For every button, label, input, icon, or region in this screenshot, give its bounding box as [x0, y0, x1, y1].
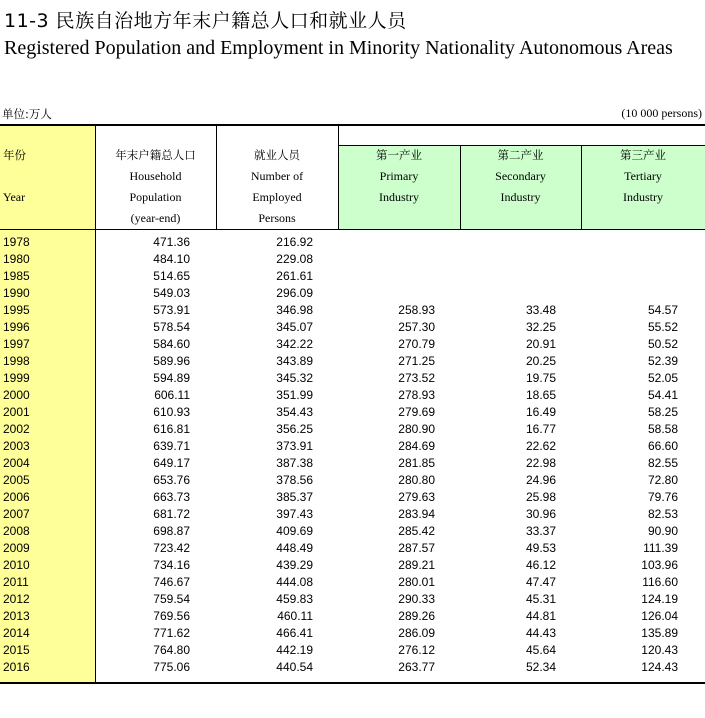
header-secondary-cell — [460, 145, 581, 230]
header-bottom-rule — [0, 229, 705, 230]
cell-emp: 216.92 — [276, 235, 313, 249]
cell-sec: 16.49 — [525, 405, 556, 419]
header-year-cell — [0, 124, 95, 230]
cell-year: 1980 — [3, 252, 30, 266]
header-divider-4 — [460, 145, 461, 230]
header-year-cn: 年份 — [3, 148, 26, 162]
cell-emp: 229.08 — [276, 252, 313, 266]
cell-year: 1998 — [3, 354, 30, 368]
table-row — [0, 523, 705, 540]
cell-sec: 22.62 — [525, 439, 556, 453]
header-tertiary-en-2: Industry — [623, 190, 663, 204]
cell-pop: 723.42 — [153, 541, 190, 555]
table-row — [0, 540, 705, 557]
cell-pop: 589.96 — [153, 354, 190, 368]
cell-emp: 397.43 — [276, 507, 313, 521]
cell-sec: 20.91 — [525, 337, 556, 351]
cell-ter: 72.80 — [647, 473, 678, 487]
cell-emp: 448.49 — [276, 541, 313, 555]
cell-pri: 280.01 — [398, 575, 435, 589]
cell-year: 1997 — [3, 337, 30, 351]
cell-year: 2001 — [3, 405, 30, 419]
cell-ter: 54.41 — [647, 388, 678, 402]
cell-emp: 444.08 — [276, 575, 313, 589]
cell-emp: 385.37 — [276, 490, 313, 504]
cell-emp: 346.98 — [276, 303, 313, 317]
cell-year: 2007 — [3, 507, 30, 521]
cell-year: 2002 — [3, 422, 30, 436]
cell-emp: 373.91 — [276, 439, 313, 453]
table-row — [0, 251, 705, 268]
header-tertiary-en-1: Tertiary — [624, 169, 662, 183]
header-population-en-3: (year-end) — [130, 211, 181, 225]
cell-ter: 82.55 — [647, 456, 678, 470]
table-row — [0, 370, 705, 387]
table-row — [0, 489, 705, 506]
header-population-cn: 年末户籍总人口 — [115, 148, 196, 162]
cell-year: 1999 — [3, 371, 30, 385]
cell-ter: 52.05 — [647, 371, 678, 385]
cell-ter: 124.19 — [641, 592, 678, 606]
page-title-en: Registered Population and Employment in Minority Nationality Autonomous Areas — [4, 37, 673, 59]
cell-sec: 45.31 — [525, 592, 556, 606]
cell-emp: 460.11 — [277, 609, 313, 623]
cell-year: 2009 — [3, 541, 30, 555]
table-row — [0, 387, 705, 404]
cell-ter: 116.60 — [642, 575, 678, 589]
unit-label-en: (10 000 persons) — [621, 106, 702, 120]
cell-pop: 698.87 — [153, 524, 190, 538]
cell-pop: 663.73 — [153, 490, 190, 504]
cell-pop: 653.76 — [153, 473, 190, 487]
cell-emp: 354.43 — [276, 405, 313, 419]
table-row — [0, 642, 705, 659]
cell-sec: 16.77 — [525, 422, 556, 436]
header-population-en-1: Household — [129, 169, 182, 183]
cell-sec: 18.65 — [525, 388, 556, 402]
top-rule — [0, 124, 705, 126]
table-row — [0, 625, 705, 642]
cell-ter: 55.52 — [647, 320, 678, 334]
header-employed-cn: 就业人员 — [254, 148, 300, 162]
table-row — [0, 285, 705, 302]
cell-ter: 124.43 — [641, 660, 678, 674]
cell-pri: 279.63 — [398, 490, 435, 504]
cell-year: 2012 — [3, 592, 30, 606]
table-row — [0, 336, 705, 353]
header-employed-en-3: Persons — [258, 211, 296, 225]
header-primary-en-1: Primary — [379, 169, 419, 183]
cell-emp: 442.19 — [276, 643, 313, 657]
cell-pop: 606.11 — [154, 388, 190, 402]
cell-ter: 126.04 — [641, 609, 678, 623]
cell-emp: 378.56 — [276, 473, 313, 487]
cell-emp: 409.69 — [276, 524, 313, 538]
cell-emp: 356.25 — [276, 422, 313, 436]
cell-pri: 258.93 — [398, 303, 435, 317]
cell-sec: 44.43 — [525, 626, 556, 640]
cell-pop: 771.62 — [153, 626, 190, 640]
cell-pri: 279.69 — [398, 405, 435, 419]
cell-sec: 33.37 — [525, 524, 556, 538]
cell-pri: 270.79 — [398, 337, 435, 351]
table-row — [0, 302, 705, 319]
table-row — [0, 574, 705, 591]
cell-pri: 280.90 — [398, 422, 435, 436]
cell-pop: 471.36 — [153, 235, 190, 249]
cell-sec: 33.48 — [525, 303, 556, 317]
table-row — [0, 557, 705, 574]
cell-year: 1995 — [3, 303, 30, 317]
cell-year: 2008 — [3, 524, 30, 538]
cell-pop: 594.89 — [153, 371, 190, 385]
table-row — [0, 353, 705, 370]
cell-pri: 257.30 — [398, 320, 435, 334]
cell-pop: 484.10 — [153, 252, 190, 266]
cell-pop: 639.71 — [153, 439, 190, 453]
cell-ter: 79.76 — [647, 490, 678, 504]
cell-pop: 734.16 — [153, 558, 190, 572]
cell-ter: 66.60 — [647, 439, 678, 453]
cell-sec: 25.98 — [525, 490, 556, 504]
cell-sec: 20.25 — [525, 354, 556, 368]
header-secondary-en-1: Secondary — [495, 169, 546, 183]
cell-year: 2011 — [3, 575, 29, 589]
cell-ter: 52.39 — [647, 354, 678, 368]
cell-pop: 573.91 — [153, 303, 190, 317]
table-row — [0, 319, 705, 336]
cell-sec: 45.64 — [525, 643, 556, 657]
cell-emp: 459.83 — [276, 592, 313, 606]
table-row — [0, 268, 705, 285]
cell-ter: 111.39 — [643, 541, 678, 555]
cell-sec: 30.96 — [525, 507, 556, 521]
table-row — [0, 234, 705, 251]
table-header — [0, 124, 705, 230]
cell-emp: 440.54 — [276, 660, 313, 674]
cell-sec: 44.81 — [525, 609, 556, 623]
table-row — [0, 438, 705, 455]
cell-emp: 345.07 — [276, 320, 313, 334]
cell-emp: 343.89 — [276, 354, 313, 368]
header-employed-en-1: Number of — [250, 169, 304, 183]
cell-pop: 578.54 — [153, 320, 190, 334]
cell-pop: 549.03 — [153, 286, 190, 300]
table-row — [0, 506, 705, 523]
cell-year: 2005 — [3, 473, 30, 487]
table-row — [0, 659, 705, 676]
cell-year: 2016 — [3, 660, 30, 674]
cell-sec: 19.75 — [525, 371, 556, 385]
cell-pri: 278.93 — [398, 388, 435, 402]
cell-sec: 46.12 — [525, 558, 556, 572]
header-secondary-cn: 第二产业 — [497, 148, 544, 162]
cell-sec: 47.47 — [525, 575, 556, 589]
cell-pop: 775.06 — [153, 660, 190, 674]
header-employed-en-2: Employed — [252, 190, 302, 204]
cell-pri: 289.21 — [398, 558, 435, 572]
table-row — [0, 591, 705, 608]
header-divider-1 — [95, 124, 96, 230]
header-secondary-en-2: Industry — [500, 190, 541, 204]
table-row — [0, 608, 705, 625]
bottom-rule — [0, 682, 705, 684]
cell-pri: 285.42 — [398, 524, 435, 538]
cell-pri: 287.57 — [398, 541, 435, 555]
cell-ter: 90.90 — [647, 524, 678, 538]
cell-pri: 273.52 — [398, 371, 435, 385]
cell-ter: 120.43 — [641, 643, 678, 657]
header-primary-en-2: Industry — [379, 190, 419, 204]
header-primary-cell — [338, 145, 460, 230]
cell-pop: 616.81 — [153, 422, 190, 436]
unit-label-cn: 单位:万人 — [2, 107, 52, 121]
cell-emp: 466.41 — [276, 626, 313, 640]
cell-ter: 135.89 — [641, 626, 678, 640]
cell-sec: 32.25 — [525, 320, 556, 334]
cell-ter: 54.57 — [647, 303, 678, 317]
cell-ter: 58.25 — [647, 405, 678, 419]
cell-emp: 296.09 — [276, 286, 313, 300]
cell-pri: 284.69 — [398, 439, 435, 453]
header-year-en: Year — [3, 190, 26, 204]
table-row — [0, 404, 705, 421]
table-body — [0, 234, 705, 676]
cell-pri: 276.12 — [398, 643, 435, 657]
header-population-cell — [95, 124, 216, 230]
cell-year: 2010 — [3, 558, 30, 572]
cell-pri: 286.09 — [398, 626, 435, 640]
cell-ter: 50.52 — [647, 337, 678, 351]
header-population-en-2: Population — [129, 190, 182, 204]
header-primary-cn: 第一产业 — [376, 148, 422, 162]
cell-pop: 584.60 — [153, 337, 190, 351]
cell-pop: 514.65 — [153, 269, 190, 283]
cell-emp: 387.38 — [276, 456, 313, 470]
cell-pri: 290.33 — [398, 592, 435, 606]
table-row — [0, 455, 705, 472]
cell-ter: 58.58 — [647, 422, 678, 436]
cell-ter: 82.53 — [647, 507, 678, 521]
cell-pop: 769.56 — [153, 609, 190, 623]
cell-pri: 263.77 — [398, 660, 435, 674]
cell-sec: 52.34 — [525, 660, 556, 674]
cell-pop: 746.67 — [153, 575, 190, 589]
cell-year: 1990 — [3, 286, 30, 300]
header-divider-5 — [581, 145, 582, 230]
header-divider-2 — [216, 124, 217, 230]
cell-pri: 289.26 — [398, 609, 435, 623]
cell-pop: 681.72 — [153, 507, 190, 521]
industry-group-rule — [338, 145, 705, 146]
cell-year: 2014 — [3, 626, 30, 640]
table-row — [0, 421, 705, 438]
cell-year: 2015 — [3, 643, 30, 657]
cell-pop: 610.93 — [153, 405, 190, 419]
cell-year: 2000 — [3, 388, 30, 402]
cell-sec: 24.96 — [525, 473, 556, 487]
cell-year: 2006 — [3, 490, 30, 504]
cell-pri: 271.25 — [398, 354, 435, 368]
cell-year: 1978 — [3, 235, 30, 249]
header-divider-3 — [338, 124, 339, 230]
cell-year: 1985 — [3, 269, 30, 283]
cell-pop: 759.54 — [153, 592, 190, 606]
cell-sec: 22.98 — [525, 456, 556, 470]
cell-pop: 649.17 — [153, 456, 190, 470]
cell-year: 2013 — [3, 609, 30, 623]
cell-emp: 261.61 — [276, 269, 313, 283]
cell-emp: 439.29 — [276, 558, 313, 572]
cell-emp: 351.99 — [276, 388, 313, 402]
cell-pri: 281.85 — [398, 456, 435, 470]
page-title-cn: 11-3 民族自治地方年末户籍总人口和就业人员 — [4, 10, 407, 32]
cell-pop: 764.80 — [153, 643, 190, 657]
cell-sec: 49.53 — [525, 541, 556, 555]
cell-pri: 283.94 — [398, 507, 435, 521]
cell-ter: 103.96 — [641, 558, 678, 572]
cell-year: 2003 — [3, 439, 30, 453]
header-tertiary-cn: 第三产业 — [620, 148, 666, 162]
cell-year: 1996 — [3, 320, 30, 334]
cell-emp: 345.32 — [276, 371, 313, 385]
table-row — [0, 472, 705, 489]
cell-pri: 280.80 — [398, 473, 435, 487]
header-employed-cell — [216, 124, 338, 230]
cell-year: 2004 — [3, 456, 30, 470]
cell-emp: 342.22 — [276, 337, 313, 351]
header-tertiary-cell — [581, 145, 705, 230]
